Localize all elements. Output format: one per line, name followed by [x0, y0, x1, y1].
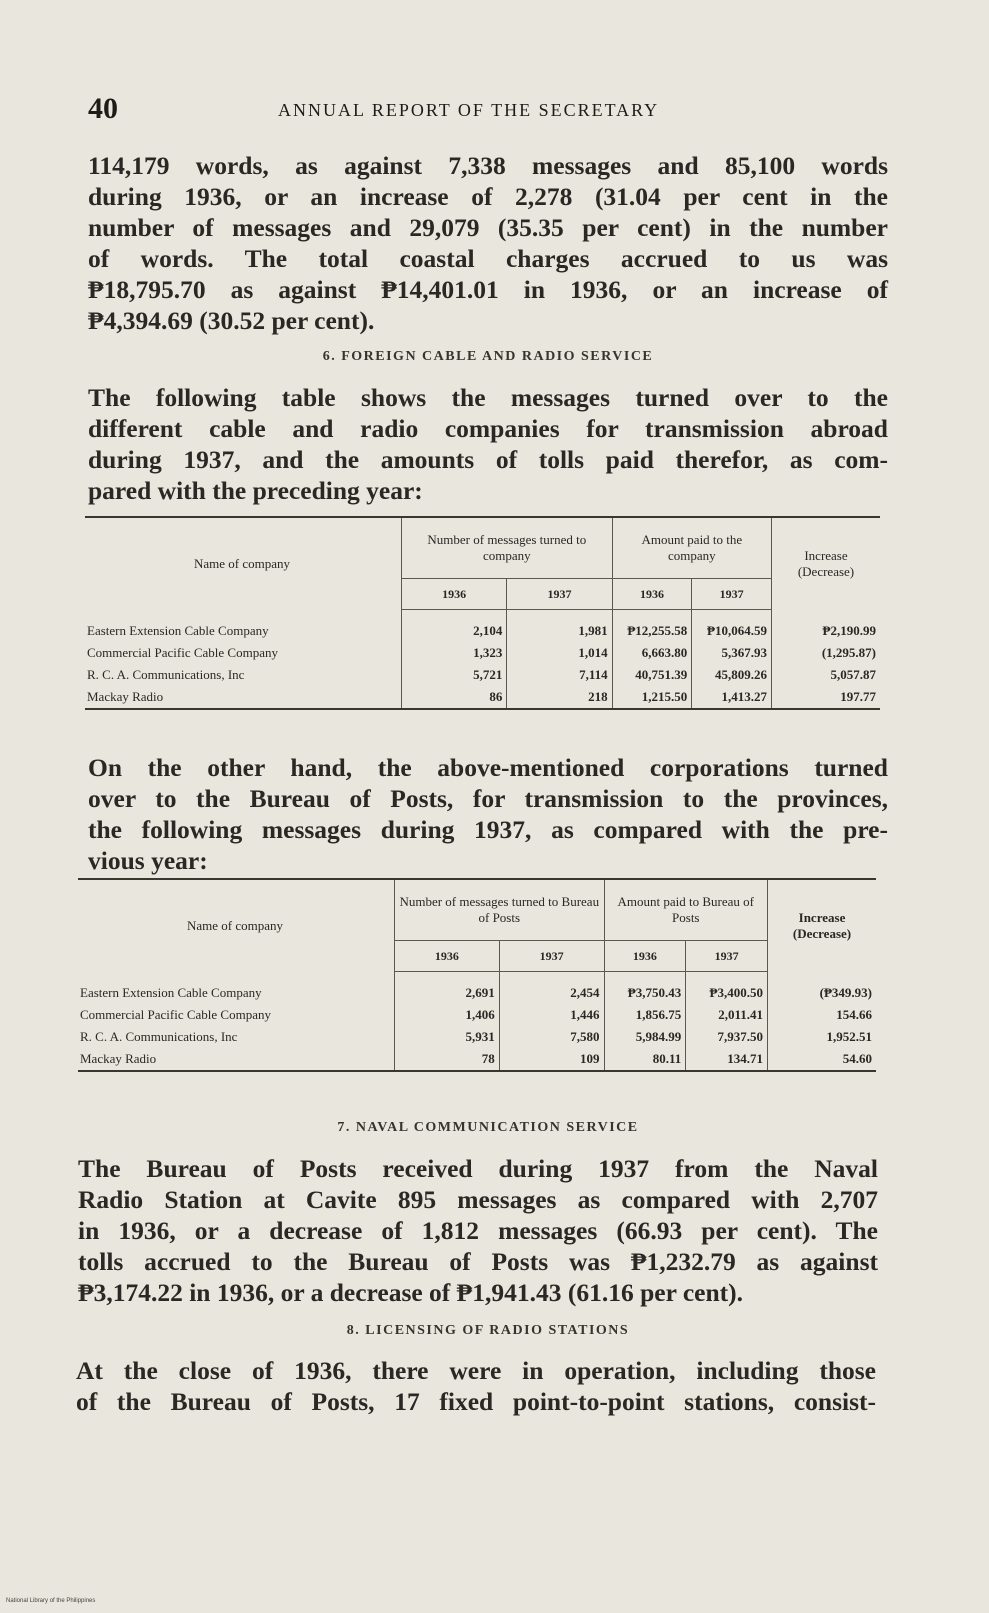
cell: 7,937.50: [686, 1026, 768, 1048]
text-line: pared with the preceding year:: [88, 476, 423, 505]
table-foreign-messages: [85, 516, 880, 716]
cell: 2,454: [499, 972, 604, 1005]
paragraph-licensing: [76, 1355, 876, 1417]
table-row: [85, 610, 880, 643]
cell: ₱10,064.59: [692, 610, 772, 643]
text-line: during 1937, and the amounts of tolls paid therefor, as com-: [88, 445, 888, 474]
cell: 1,014: [507, 642, 612, 664]
company-name: Eastern Extension Cable Company: [87, 622, 269, 638]
cell: 7,580: [499, 1026, 604, 1048]
table-row: [85, 686, 880, 709]
cell: 6,663.80: [612, 642, 692, 664]
paragraph-naval: [78, 1153, 878, 1308]
cell: 5,721: [402, 664, 507, 686]
cell: 5,367.93: [692, 642, 772, 664]
text-line: ₱3,174.22 in 1936, or a decrease of ₱1,941.43 (61.16 per cent).: [78, 1278, 744, 1307]
section-heading-licensing: 8. LICENSING OF RADIO STATIONS: [346, 1323, 630, 1338]
text-line: during 1936, or an increase of 2,278 (31.04 per cent in the: [88, 182, 888, 211]
cell: 45,809.26: [692, 664, 772, 686]
cell: (1,295.87): [772, 642, 881, 664]
cell: 80.11: [604, 1048, 686, 1071]
cell: 7,114: [507, 664, 612, 686]
text-line: ₱4,394.69 (30.52 per cent).: [88, 306, 375, 335]
cell: 134.71: [686, 1048, 768, 1071]
cell: 1,856.75: [604, 1004, 686, 1026]
table-bureau-messages: [78, 878, 876, 1078]
cell: 218: [507, 686, 612, 709]
cell: 1,413.27: [692, 686, 772, 709]
cell: 1,952.51: [768, 1026, 877, 1048]
cell: 154.66: [768, 1004, 877, 1026]
text-line: the following messages during 1937, as compared with the pre-: [88, 815, 888, 844]
column-header-messages: Number of messages turned to Bureau of Posts: [395, 880, 605, 941]
text-line: ₱18,795.70 as against ₱14,401.01 in 1936, or an increase of: [88, 275, 888, 304]
cell: 2,104: [402, 610, 507, 643]
cell: 40,751.39: [612, 664, 692, 686]
year-header: 1936: [612, 579, 692, 610]
text-line: At the close of 1936, there were in operation, including those: [76, 1356, 876, 1385]
text-line: number of messages and 29,079 (35.35 per cent) in the number: [88, 213, 888, 242]
year-header: 1936: [604, 941, 686, 972]
running-head: ANNUAL REPORT OF THE SECRETARY: [278, 100, 660, 120]
cell: 109: [499, 1048, 604, 1071]
company-name: R. C. A. Communications, Inc: [87, 667, 245, 682]
text-line: 114,179 words, as against 7,338 messages and 85,100 words: [88, 151, 888, 180]
cell: 2,011.41: [686, 1004, 768, 1026]
column-header-messages: Number of messages turned to company: [402, 518, 613, 579]
cell: 5,931: [395, 1026, 500, 1048]
cell: (₱349.93): [768, 972, 877, 1005]
cell: 5,057.87: [772, 664, 881, 686]
text-line: different cable and radio companies for transmission abroad: [88, 414, 888, 443]
cell: 86: [402, 686, 507, 709]
column-header-amount: Amount paid to Bureau of Posts: [604, 880, 767, 941]
table-row: [78, 1004, 876, 1026]
paragraph-foreign-intro: [88, 382, 888, 506]
section-heading-foreign-cable: 6. FOREIGN CABLE AND RADIO SERVICE: [322, 349, 654, 364]
text-line: in 1936, or a decrease of 1,812 messages (66.93 per cent). The: [78, 1216, 878, 1245]
cell: ₱3,750.43: [604, 972, 686, 1005]
text-line: tolls accrued to the Bureau of Posts was ₱1,232.79 as against: [78, 1247, 878, 1276]
paragraph-bureau-intro: [88, 752, 888, 876]
text-line: of words. The total coastal charges accrued to us was: [88, 244, 888, 273]
table-row: [78, 1026, 876, 1048]
text-line: Radio Station at Cavite 895 messages as compared with 2,707: [78, 1185, 878, 1214]
cell: 54.60: [768, 1048, 877, 1071]
footer-note: National Library of the Philippines: [6, 1598, 96, 1604]
column-header-name: Name of company: [193, 555, 291, 571]
company-name: Commercial Pacific Cable Company: [87, 645, 278, 660]
company-name: Commercial Pacific Cable Company: [80, 1007, 271, 1022]
table-row: [78, 972, 876, 1005]
column-header-amount: Amount paid to the company: [612, 518, 771, 579]
paragraph-coastal-charges: [88, 150, 888, 336]
text-line: The Bureau of Posts received during 1937 from the Naval: [78, 1154, 878, 1183]
cell: 1,406: [395, 1004, 500, 1026]
year-header: 1937: [499, 941, 604, 972]
cell: ₱2,190.99: [772, 610, 881, 643]
table-row: [85, 642, 880, 664]
cell: 1,446: [499, 1004, 604, 1026]
year-header: 1937: [686, 941, 768, 972]
page-header: [88, 92, 888, 132]
cell: 1,323: [402, 642, 507, 664]
cell: ₱3,400.50: [686, 972, 768, 1005]
cell: 78: [395, 1048, 500, 1071]
text-line: vious year:: [88, 846, 208, 875]
page-number: 40: [88, 92, 118, 125]
section-heading-naval: 7. NAVAL COMMUNICATION SERVICE: [337, 1120, 639, 1135]
company-name: Mackay Radio: [87, 689, 164, 704]
year-header: 1937: [507, 579, 612, 610]
company-name: Mackay Radio: [80, 1051, 157, 1066]
cell: 1,215.50: [612, 686, 692, 709]
year-header: 1936: [402, 579, 507, 610]
text-line: over to the Bureau of Posts, for transmission to the provinces,: [88, 784, 888, 813]
column-header-increase: Increase (Decrease): [772, 518, 881, 610]
text-line: of the Bureau of Posts, 17 fixed point-to-point stations, consist-: [76, 1387, 876, 1416]
cell: ₱12,255.58: [612, 610, 692, 643]
cell: 1,981: [507, 610, 612, 643]
column-header-name: Name of company: [186, 917, 284, 933]
table-row: [85, 664, 880, 686]
table-row: [78, 1048, 876, 1071]
company-name: R. C. A. Communications, Inc: [80, 1029, 238, 1044]
year-header: 1937: [692, 579, 772, 610]
cell: 197.77: [772, 686, 881, 709]
text-line: On the other hand, the above-mentioned corporations turned: [88, 753, 888, 782]
cell: 5,984.99: [604, 1026, 686, 1048]
text-line: The following table shows the messages turned over to the: [88, 383, 888, 412]
cell: 2,691: [395, 972, 500, 1005]
company-name: Eastern Extension Cable Company: [80, 984, 262, 1000]
column-header-increase: Increase (Decrease): [768, 880, 877, 972]
year-header: 1936: [395, 941, 500, 972]
